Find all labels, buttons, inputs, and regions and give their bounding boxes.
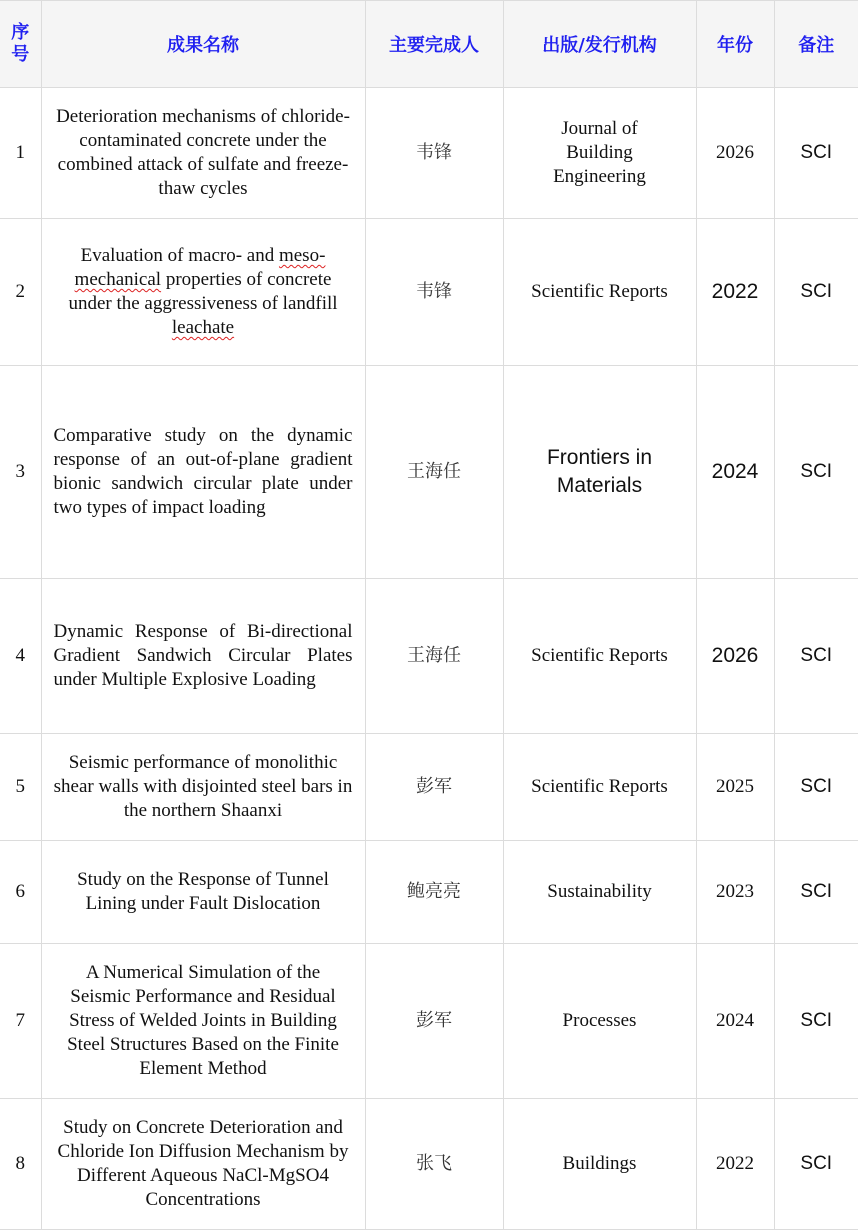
row-title: Deterioration mechanisms of chloride-contaminated concrete under the combined attack of sulfate and freeze-thaw cycles: [41, 88, 365, 219]
row-note: SCI: [774, 944, 858, 1099]
row-author: 韦锋: [365, 219, 503, 366]
row-year: 2023: [696, 841, 774, 944]
row-publisher-text: Frontiers in Materials: [546, 446, 653, 497]
row-title: Dynamic Response of Bi-directional Gradient Sandwich Circular Plates under Multiple Explosive Loading: [41, 579, 365, 734]
header-no-text: 序号: [11, 22, 30, 65]
row-note: SCI: [774, 841, 858, 944]
row-number: 2: [0, 219, 41, 366]
row-title: A Numerical Simulation of the Seismic Performance and Residual Stress of Welded Joints in Building Steel Structures Based on the Finite Element Method: [41, 944, 365, 1099]
row-title-part: properties of concrete under the aggressiveness of landfill: [68, 269, 338, 314]
table-row: [0, 219, 858, 366]
table-row: [0, 366, 858, 579]
header-author: 主要完成人: [365, 1, 503, 88]
row-publisher: Scientific Reports: [503, 579, 696, 734]
row-title: Study on Concrete Deterioration and Chloride Ion Diffusion Mechanism by Different Aqueous NaCl-MgSO4 Concentrations: [41, 1099, 365, 1230]
row-year: 2024: [696, 944, 774, 1099]
row-publisher: Processes: [503, 944, 696, 1099]
row-title: [41, 219, 365, 366]
row-year: 2026: [696, 88, 774, 219]
header-row: [0, 1, 858, 88]
row-note: SCI: [774, 734, 858, 841]
row-publisher: Scientific Reports: [503, 734, 696, 841]
header-note: 备注: [774, 1, 858, 88]
row-author: 王海任: [365, 579, 503, 734]
row-title: Study on the Response of Tunnel Lining under Fault Dislocation: [41, 841, 365, 944]
row-year: 2026: [696, 579, 774, 734]
row-note: SCI: [774, 1099, 858, 1230]
row-author: 鲍亮亮: [365, 841, 503, 944]
row-year: 2022: [696, 1099, 774, 1230]
row-year: 2024: [696, 366, 774, 579]
header-no: [0, 1, 41, 88]
row-publisher: [503, 88, 696, 219]
table-row: [0, 88, 858, 219]
row-publisher: Buildings: [503, 1099, 696, 1230]
row-year: 2025: [696, 734, 774, 841]
row-number: 7: [0, 944, 41, 1099]
row-number: 4: [0, 579, 41, 734]
row-number: 8: [0, 1099, 41, 1230]
row-year: 2022: [696, 219, 774, 366]
row-publisher-text: Journal of Building Engineering: [553, 118, 646, 187]
row-note: SCI: [774, 219, 858, 366]
row-note: SCI: [774, 366, 858, 579]
row-title-flagged-word: leachate: [171, 317, 235, 338]
row-title: Seismic performance of monolithic shear walls with disjointed steel bars in the northern Shaanxi: [41, 734, 365, 841]
row-title-part: Evaluation of macro- and: [80, 245, 279, 266]
row-publisher: Sustainability: [503, 841, 696, 944]
table-row: [0, 579, 858, 734]
row-author: 张飞: [365, 1099, 503, 1230]
row-publisher: Scientific Reports: [503, 219, 696, 366]
header-publisher: 出版/发行机构: [503, 1, 696, 88]
row-number: 5: [0, 734, 41, 841]
row-author: 王海任: [365, 366, 503, 579]
header-year: 年份: [696, 1, 774, 88]
row-author: 韦锋: [365, 88, 503, 219]
row-note: SCI: [774, 88, 858, 219]
row-author: 彭军: [365, 944, 503, 1099]
row-number: 1: [0, 88, 41, 219]
row-number: 3: [0, 366, 41, 579]
row-title: Comparative study on the dynamic response of an out-of-plane gradient bionic sandwich circular plate under two types of impact loading: [41, 366, 365, 579]
row-title-flagged-word: meso-mechanical: [74, 245, 326, 290]
table-row: [0, 734, 858, 841]
table-row: [0, 944, 858, 1099]
table-row: [0, 841, 858, 944]
row-author: 彭军: [365, 734, 503, 841]
row-publisher: [503, 366, 696, 579]
row-number: 6: [0, 841, 41, 944]
header-title: 成果名称: [41, 1, 365, 88]
table-row: [0, 1099, 858, 1230]
row-note: SCI: [774, 579, 858, 734]
